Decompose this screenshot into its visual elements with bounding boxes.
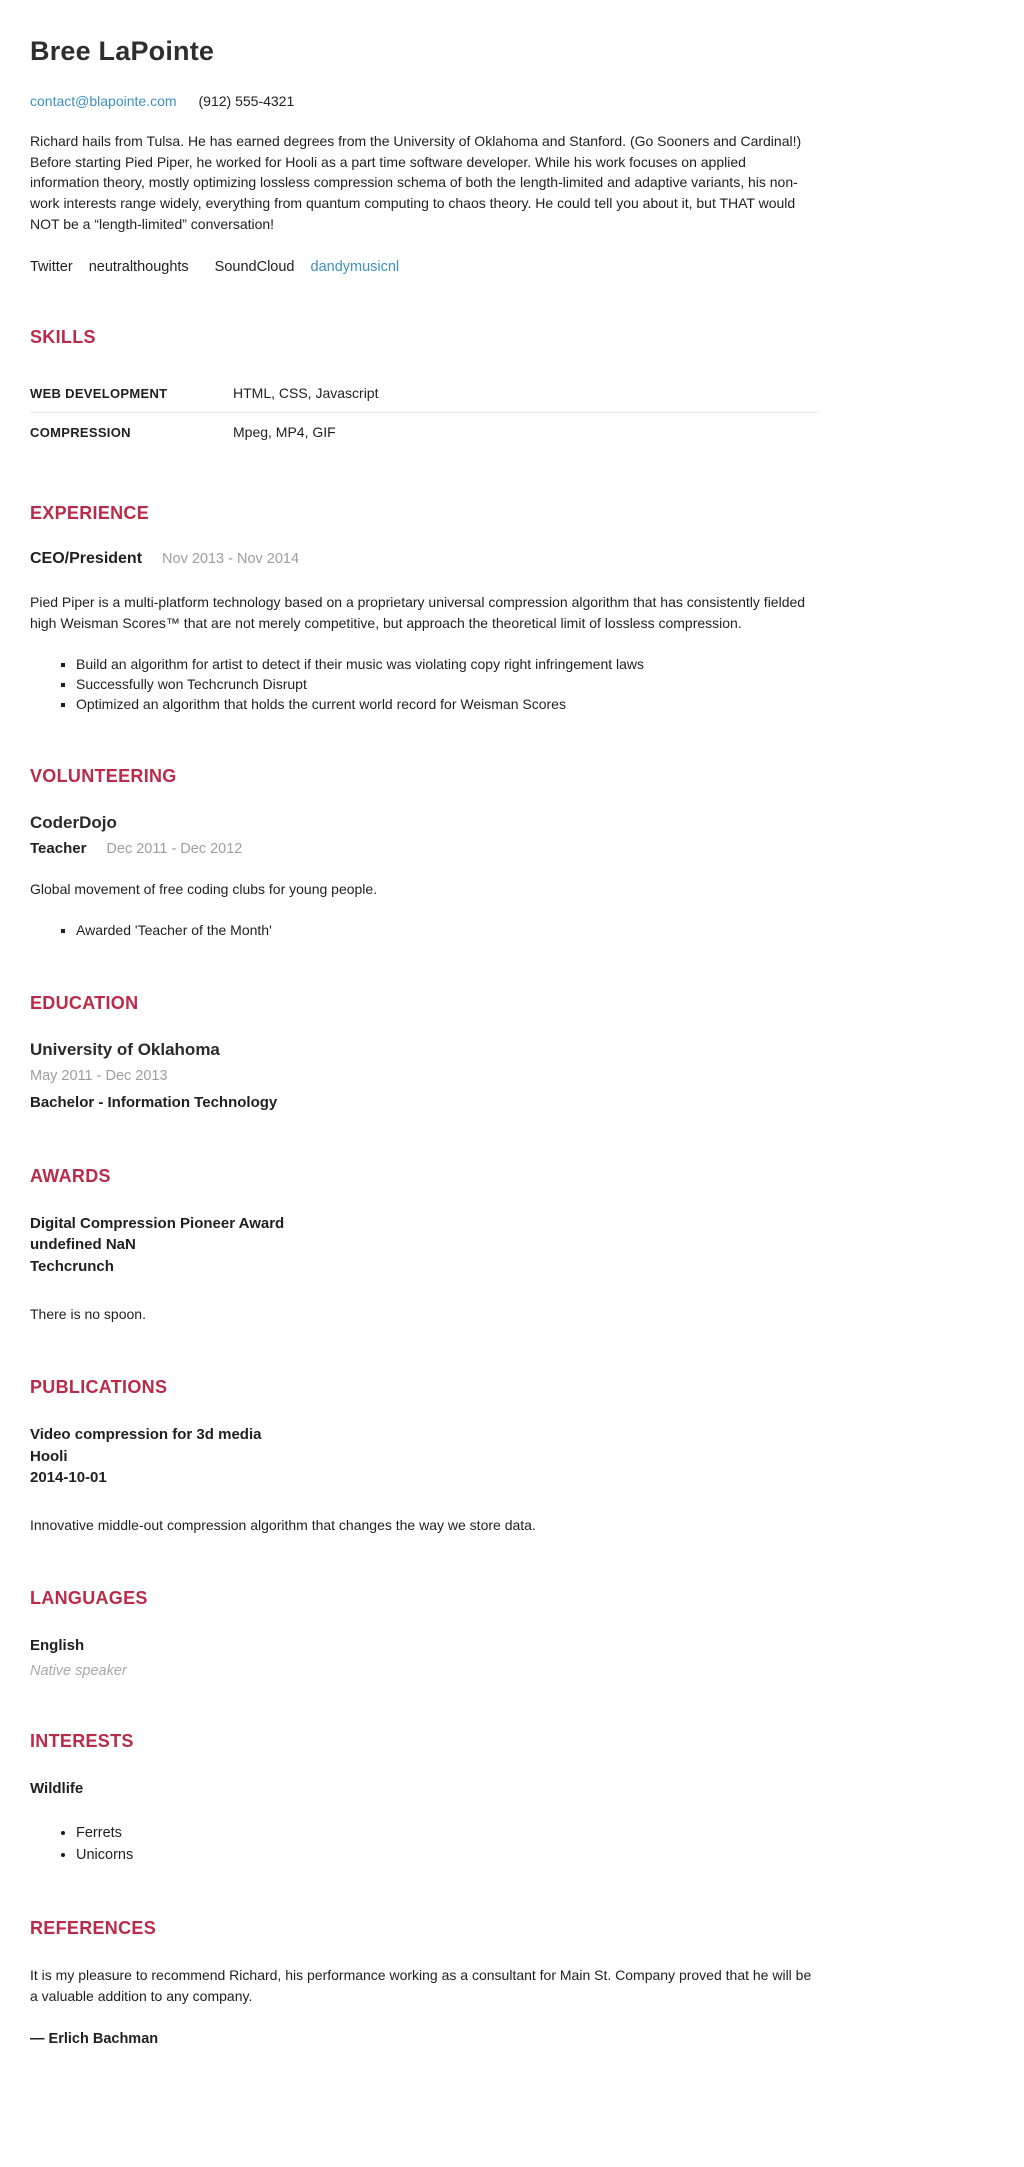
section-skills [30, 327, 819, 451]
languages-title: LANGUAGES [30, 1588, 148, 1609]
contact-row [30, 93, 819, 109]
skill-keywords: Mpeg, MP4, GIF [233, 423, 336, 440]
skill-name: WEB DEVELOPMENT [30, 385, 168, 401]
publication-name: Video compression for 3d media [30, 1425, 262, 1443]
volunteering-title: VOLUNTEERING [30, 766, 177, 787]
interest-name: Wildlife [30, 1779, 84, 1797]
section-interests [30, 1731, 819, 1867]
profile-soundcloud [215, 259, 400, 275]
education-title: EDUCATION [30, 992, 139, 1013]
candidate-name: Bree LaPointe [30, 36, 215, 66]
volunteer-highlight: ▪ Awarded 'Teacher of the Month' [76, 920, 819, 940]
experience-title: EXPERIENCE [30, 502, 150, 523]
section-awards [30, 1166, 819, 1325]
phone-number: (912) 555-4321 [198, 93, 295, 109]
email-link[interactable]: contact@blapointe.com [30, 93, 177, 109]
job-highlight: ▪ Optimized an algorithm that holds the current world record for Weisman Scores [76, 694, 819, 714]
section-languages [30, 1588, 819, 1679]
language-fluency: Native speaker [30, 1662, 127, 1679]
skill-row [30, 374, 819, 412]
volunteer-organization: CoderDojo [30, 813, 117, 833]
skills-title: SKILLS [30, 326, 96, 347]
award-summary: There is no spoon. [30, 1305, 146, 1322]
reference-text: It is my pleasure to recommend Richard, his performance working as a consultant for Main St. Company proved that he will be a valuable addition to any company. [30, 1967, 812, 2005]
publication-publisher: Hooli [30, 1447, 68, 1465]
resume-header [30, 36, 819, 275]
section-education [30, 993, 819, 1114]
interest-keyword: • Ferrets [76, 1822, 819, 1844]
award-name: Digital Compression Pioneer Award [30, 1214, 285, 1232]
section-publications [30, 1377, 819, 1536]
reference-attribution: — Erlich Bachman [30, 2031, 159, 2048]
award-date: undefined NaN [30, 1236, 136, 1254]
profile-twitter [30, 259, 189, 275]
job-summary: Pied Piper is a multi-platform technology based on a proprietary universal compression algorithm that has consistently fielded high Weisman Scores™ that are not merely competitive, but approach the theoretical limit of lossless compression. [30, 593, 806, 631]
volunteer-summary: Global movement of free coding clubs for young people. [30, 881, 378, 898]
volunteer-position: Teacher [30, 840, 87, 858]
job-highlight: ▪ Successfully won Techcrunch Disrupt [76, 674, 819, 694]
education-degree: Bachelor - Information Technology [30, 1093, 278, 1111]
interest-keyword: • Unicorns [76, 1844, 819, 1866]
profile-network-label: SoundCloud [214, 258, 295, 275]
profile-twitter-username: neutralthoughts [88, 258, 189, 275]
volunteer-highlights [30, 920, 819, 940]
skill-row [30, 412, 819, 451]
award-awarder: Techcrunch [30, 1258, 114, 1276]
interests-title: INTERESTS [30, 1730, 134, 1751]
publications-title: PUBLICATIONS [30, 1376, 168, 1397]
volunteer-dates: Dec 2011 - Dec 2012 [106, 841, 243, 858]
profile-network-label: Twitter [30, 258, 73, 275]
awards-title: AWARDS [30, 1165, 111, 1186]
volunteer-position-row [30, 840, 819, 857]
job-highlights [30, 654, 819, 715]
skill-keywords: HTML, CSS, Javascript [233, 384, 379, 401]
profile-soundcloud-link[interactable]: dandymusicnl [310, 258, 400, 275]
job-dates: Nov 2013 - Nov 2014 [162, 550, 300, 567]
job-highlight: ▪ Build an algorithm for artist to detect if their music was violating copy right infringement laws [76, 654, 819, 674]
language-name: English [30, 1637, 85, 1655]
publication-summary: Innovative middle-out compression algorithm that changes the way we store data. [30, 1517, 536, 1534]
education-dates: May 2011 - Dec 2013 [30, 1067, 168, 1084]
interest-keywords [30, 1822, 819, 1867]
candidate-summary: Richard hails from Tulsa. He has earned degrees from the University of Oklahoma and Stanford. (Go Sooners and Cardinal!) Before starting Pied Piper, he worked for Hooli as a part time software developer. While his work focuses on applied information theory, mostly optimizing lossless compression schema of both the length-limited and adaptive variants, his non-work interests range widely, everything from quantum computing to chaos theory. He could tell you about it, but THAT would NOT be a “length-limited” conversation! [30, 133, 802, 232]
references-title: REFERENCES [30, 1918, 157, 1939]
education-institution: University of Oklahoma [30, 1039, 220, 1059]
profiles-row [30, 259, 819, 275]
job-position: CEO/President [30, 549, 143, 567]
section-volunteering [30, 766, 819, 940]
section-experience [30, 503, 819, 715]
section-references [30, 1918, 819, 2047]
job-header [30, 550, 819, 568]
skill-name: COMPRESSION [30, 424, 131, 440]
publication-date: 2014-10-01 [30, 1469, 107, 1487]
